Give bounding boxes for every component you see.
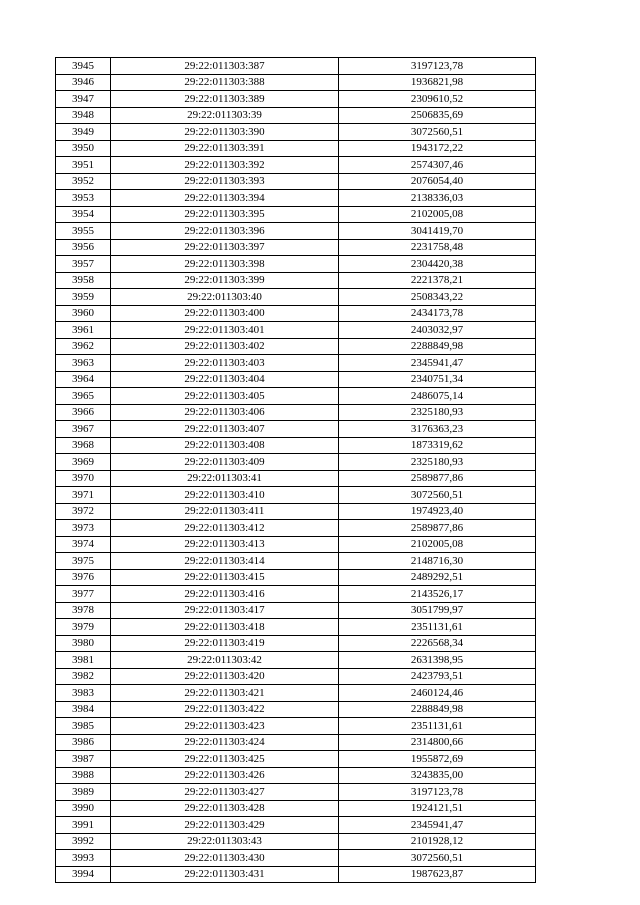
row-number-cell: 3977 [56,586,111,603]
cadastral-number-cell: 29:22:011303:418 [111,619,339,636]
cadastral-number-cell: 29:22:011303:413 [111,536,339,553]
cadastral-value-cell: 2143526,17 [339,586,536,603]
row-number-cell: 3971 [56,487,111,504]
cadastral-value-cell: 1987623,87 [339,866,536,883]
cadastral-number-cell: 29:22:011303:424 [111,734,339,751]
cadastral-number-cell: 29:22:011303:391 [111,140,339,157]
cadastral-number-cell: 29:22:011303:414 [111,553,339,570]
cadastral-number-cell: 29:22:011303:406 [111,404,339,421]
cadastral-number-cell: 29:22:011303:392 [111,157,339,174]
row-number-cell: 3966 [56,404,111,421]
table-row [56,470,536,487]
table-row [56,421,536,438]
row-number-cell: 3973 [56,520,111,537]
cadastral-value-cell: 2325180,93 [339,454,536,471]
row-number-cell: 3970 [56,470,111,487]
row-number-cell: 3960 [56,305,111,322]
cadastral-value-cell: 1943172,22 [339,140,536,157]
table-row [56,619,536,636]
row-number-cell: 3955 [56,223,111,240]
table-row [56,817,536,834]
table-row [56,767,536,784]
cadastral-value-cell: 1974923,40 [339,503,536,520]
row-number-cell: 3986 [56,734,111,751]
row-number-cell: 3954 [56,206,111,223]
row-number-cell: 3965 [56,388,111,405]
table-body [56,58,536,883]
cadastral-number-cell: 29:22:011303:412 [111,520,339,537]
cadastral-value-cell: 3072560,51 [339,850,536,867]
cadastral-number-cell: 29:22:011303:407 [111,421,339,438]
row-number-cell: 3964 [56,371,111,388]
cadastral-value-cell: 2589877,86 [339,520,536,537]
cadastral-number-cell: 29:22:011303:400 [111,305,339,322]
row-number-cell: 3972 [56,503,111,520]
row-number-cell: 3984 [56,701,111,718]
table-row [56,190,536,207]
table-row [56,338,536,355]
row-number-cell: 3982 [56,668,111,685]
cadastral-number-cell: 29:22:011303:410 [111,487,339,504]
table-row [56,487,536,504]
table-row [56,866,536,883]
cadastral-value-cell: 2226568,34 [339,635,536,652]
cadastral-number-cell: 29:22:011303:41 [111,470,339,487]
table-row [56,652,536,669]
cadastral-value-cell: 2351131,61 [339,718,536,735]
cadastral-number-cell: 29:22:011303:401 [111,322,339,339]
cadastral-number-cell: 29:22:011303:420 [111,668,339,685]
cadastral-value-cell: 2489292,51 [339,569,536,586]
cadastral-value-cell: 3072560,51 [339,124,536,141]
cadastral-value-cell: 2288849,98 [339,701,536,718]
row-number-cell: 3946 [56,74,111,91]
row-number-cell: 3979 [56,619,111,636]
row-number-cell: 3983 [56,685,111,702]
cadastral-number-cell: 29:22:011303:403 [111,355,339,372]
table-row [56,272,536,289]
row-number-cell: 3981 [56,652,111,669]
row-number-cell: 3985 [56,718,111,735]
cadastral-number-cell: 29:22:011303:402 [111,338,339,355]
cadastral-number-cell: 29:22:011303:39 [111,107,339,124]
cadastral-value-cell: 2340751,34 [339,371,536,388]
table-row [56,800,536,817]
cadastral-value-cell: 3041419,70 [339,223,536,240]
cadastral-value-cell: 1955872,69 [339,751,536,768]
table-row [56,74,536,91]
row-number-cell: 3968 [56,437,111,454]
cadastral-value-cell: 2589877,86 [339,470,536,487]
table-row [56,124,536,141]
cadastral-value-cell: 2076054,40 [339,173,536,190]
table-row [56,536,536,553]
row-number-cell: 3951 [56,157,111,174]
table-row [56,404,536,421]
table-row [56,784,536,801]
cadastral-value-cell: 2403032,97 [339,322,536,339]
cadastral-number-cell: 29:22:011303:421 [111,685,339,702]
cadastral-value-cell: 1924121,51 [339,800,536,817]
row-number-cell: 3993 [56,850,111,867]
row-number-cell: 3991 [56,817,111,834]
cadastral-value-cell: 2631398,95 [339,652,536,669]
cadastral-number-cell: 29:22:011303:415 [111,569,339,586]
cadastral-number-cell: 29:22:011303:390 [111,124,339,141]
cadastral-value-cell: 2460124,46 [339,685,536,702]
cadastral-value-cell: 2102005,08 [339,206,536,223]
table-row [56,586,536,603]
cadastral-number-cell: 29:22:011303:405 [111,388,339,405]
cadastral-value-cell: 2221378,21 [339,272,536,289]
table-row [56,751,536,768]
row-number-cell: 3989 [56,784,111,801]
cadastral-value-cell: 1873319,62 [339,437,536,454]
cadastral-number-cell: 29:22:011303:387 [111,58,339,75]
row-number-cell: 3980 [56,635,111,652]
cadastral-number-cell: 29:22:011303:411 [111,503,339,520]
row-number-cell: 3975 [56,553,111,570]
row-number-cell: 3992 [56,833,111,850]
table-row [56,569,536,586]
table-row [56,58,536,75]
cadastral-number-cell: 29:22:011303:40 [111,289,339,306]
cadastral-number-cell: 29:22:011303:395 [111,206,339,223]
table-row [56,206,536,223]
cadastral-number-cell: 29:22:011303:422 [111,701,339,718]
cadastral-value-table [55,57,536,883]
row-number-cell: 3961 [56,322,111,339]
table-row [56,437,536,454]
row-number-cell: 3956 [56,239,111,256]
table-row [56,734,536,751]
cadastral-value-cell: 2231758,48 [339,239,536,256]
row-number-cell: 3963 [56,355,111,372]
cadastral-value-cell: 2102005,08 [339,536,536,553]
cadastral-value-cell: 2148716,30 [339,553,536,570]
cadastral-value-cell: 2345941,47 [339,817,536,834]
cadastral-number-cell: 29:22:011303:419 [111,635,339,652]
cadastral-number-cell: 29:22:011303:430 [111,850,339,867]
row-number-cell: 3958 [56,272,111,289]
row-number-cell: 3969 [56,454,111,471]
row-number-cell: 3952 [56,173,111,190]
cadastral-value-cell: 2345941,47 [339,355,536,372]
row-number-cell: 3945 [56,58,111,75]
cadastral-number-cell: 29:22:011303:431 [111,866,339,883]
cadastral-value-cell: 2288849,98 [339,338,536,355]
row-number-cell: 3947 [56,91,111,108]
cadastral-number-cell: 29:22:011303:416 [111,586,339,603]
row-number-cell: 3988 [56,767,111,784]
row-number-cell: 3953 [56,190,111,207]
table-row [56,355,536,372]
cadastral-number-cell: 29:22:011303:427 [111,784,339,801]
cadastral-value-cell: 2351131,61 [339,619,536,636]
row-number-cell: 3950 [56,140,111,157]
cadastral-number-cell: 29:22:011303:396 [111,223,339,240]
cadastral-value-cell: 2574307,46 [339,157,536,174]
table-row [56,553,536,570]
table-row [56,718,536,735]
table-row [56,289,536,306]
row-number-cell: 3974 [56,536,111,553]
cadastral-value-cell: 3197123,78 [339,784,536,801]
table-row [56,223,536,240]
cadastral-value-cell: 2434173,78 [339,305,536,322]
cadastral-number-cell: 29:22:011303:409 [111,454,339,471]
row-number-cell: 3978 [56,602,111,619]
cadastral-value-cell: 2138336,03 [339,190,536,207]
table-row [56,107,536,124]
row-number-cell: 3976 [56,569,111,586]
row-number-cell: 3987 [56,751,111,768]
cadastral-value-cell: 2101928,12 [339,833,536,850]
cadastral-number-cell: 29:22:011303:429 [111,817,339,834]
cadastral-number-cell: 29:22:011303:388 [111,74,339,91]
cadastral-number-cell: 29:22:011303:389 [111,91,339,108]
cadastral-value-cell: 2423793,51 [339,668,536,685]
table-row [56,833,536,850]
table-row [56,850,536,867]
cadastral-value-cell: 3176363,23 [339,421,536,438]
cadastral-number-cell: 29:22:011303:393 [111,173,339,190]
row-number-cell: 3962 [56,338,111,355]
table-row [56,685,536,702]
cadastral-value-cell: 2325180,93 [339,404,536,421]
row-number-cell: 3994 [56,866,111,883]
cadastral-number-cell: 29:22:011303:428 [111,800,339,817]
cadastral-value-cell: 1936821,98 [339,74,536,91]
table-row [56,239,536,256]
cadastral-value-cell: 3072560,51 [339,487,536,504]
table-row [56,701,536,718]
cadastral-number-cell: 29:22:011303:423 [111,718,339,735]
cadastral-value-cell: 3243835,00 [339,767,536,784]
cadastral-number-cell: 29:22:011303:426 [111,767,339,784]
table-row [56,668,536,685]
table-row [56,157,536,174]
table-row [56,173,536,190]
cadastral-value-cell: 2486075,14 [339,388,536,405]
row-number-cell: 3959 [56,289,111,306]
cadastral-value-cell: 2508343,22 [339,289,536,306]
table-row [56,256,536,273]
table-row [56,520,536,537]
table-row [56,305,536,322]
row-number-cell: 3957 [56,256,111,273]
row-number-cell: 3948 [56,107,111,124]
cadastral-number-cell: 29:22:011303:408 [111,437,339,454]
cadastral-value-cell: 2314800,66 [339,734,536,751]
cadastral-value-cell: 3197123,78 [339,58,536,75]
cadastral-value-cell: 3051799,97 [339,602,536,619]
cadastral-number-cell: 29:22:011303:398 [111,256,339,273]
table-row [56,371,536,388]
table-row [56,503,536,520]
cadastral-value-cell: 2309610,52 [339,91,536,108]
table-row [56,91,536,108]
cadastral-number-cell: 29:22:011303:404 [111,371,339,388]
table-row [56,635,536,652]
table-row [56,388,536,405]
cadastral-number-cell: 29:22:011303:42 [111,652,339,669]
cadastral-number-cell: 29:22:011303:394 [111,190,339,207]
cadastral-number-cell: 29:22:011303:43 [111,833,339,850]
row-number-cell: 3949 [56,124,111,141]
cadastral-number-cell: 29:22:011303:417 [111,602,339,619]
table-row [56,454,536,471]
cadastral-number-cell: 29:22:011303:397 [111,239,339,256]
cadastral-number-cell: 29:22:011303:425 [111,751,339,768]
table-row [56,140,536,157]
cadastral-value-cell: 2506835,69 [339,107,536,124]
row-number-cell: 3990 [56,800,111,817]
row-number-cell: 3967 [56,421,111,438]
table-row [56,322,536,339]
cadastral-number-cell: 29:22:011303:399 [111,272,339,289]
table-row [56,602,536,619]
cadastral-value-cell: 2304420,38 [339,256,536,273]
